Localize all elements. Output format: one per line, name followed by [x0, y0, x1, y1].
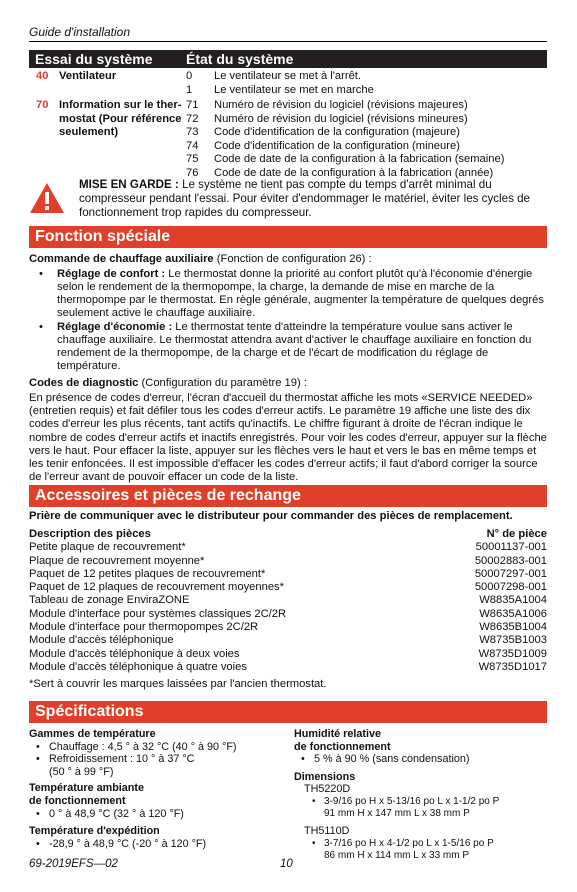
row-values: 0 Le ventilateur se met à l'arrêt. 1 Le ventilateur se met en marche: [186, 70, 374, 96]
list-item: • Réglage d'économie : Le thermostat tente d'atteindre la température voulue sans activer le chauffage auxiliaire. Le thermostat attendra avant d'activer le chauffage auxiliaire en fonction du rendement de la thermopompe, de la charge et de l'écart de modification du réglage de température.: [29, 321, 547, 373]
table-row: Module d'accès téléphonique W8735B1003: [29, 634, 547, 647]
table-row: Petite plaque de recouvrement* 50001137-001: [29, 541, 547, 554]
list-item: • Réglage de confort : Le thermostat donne la priorité au confort plutôt qu'à l'économie d'énergie selon le rendement de la thermopompe, la charge, la demande de mise en marche de la thermopompe par le thermostat. En règle générale, augmenter la température de quelques degrés seulement active le chauffage auxiliaire.: [29, 268, 547, 320]
table-row: Plaque de recouvrement moyenne* 50002883-001: [29, 554, 547, 567]
table-row: [29, 70, 547, 98]
guide-title: Guide d'installation: [29, 25, 131, 39]
col-system-test: Essai du système: [35, 51, 153, 67]
table-row: Tableau de zonage EnviraZONE W8835A1004: [29, 594, 547, 607]
accessories-intro: Prière de communiquer avec le distributeur pour commander des pièces de remplacement.: [29, 510, 513, 522]
system-table-header: [29, 50, 547, 68]
table-row: Module d'interface pour thermopompes 2C/2R W8635B1004: [29, 621, 547, 634]
parts-table: [29, 528, 547, 674]
specs-left: Gammes de température • Chauffage : 4,5 ° à 32 °C (40 ° à 90 °F) • Refroidissement : 10 ° à 37 °C (50 ° à 99 °F) Température ambiante de fonctionnement • 0 ° à 48,9 °C (32 ° à 120 °F) Température d'expédition • -28,9 ° à 48,9 °C (-20 ° à 120 °F): [29, 728, 279, 850]
table-row: Module d'accès téléphonique à deux voies W8735D1009: [29, 647, 547, 660]
row-values: 71 Numéro de révision du logiciel (révisions majeures) 72 Numéro de révision du logiciel (révisions mineures) 73 Code d'identification de la configuration (majeure) 74 Code d'identification de la configuration (mineure) 75 Code de date de la configuration à la fabrication (semaine) 76 Code de date de la configuration à la fabrication (année): [186, 99, 505, 179]
diag-text: En présence de codes d'erreur, l'écran d'accueil du thermostat affiche les mots «SERVICE NEEDED» (entretien requis) et fait défiler tous les codes d'erreur actifs. Le paramètre 19 affiche une liste des dix codes d'erreur les plus récents, tant actifs qu'inactifs. Le chiffre figurant à droite de l'écran indique le nombre de codes d'erreur actifs et inactifs enregistrés. Pour voir les codes d'erreur, appuyer sur la flèche vers le haut. Pour effacer la liste, appuyer sur les flèches vers le haut et vers le bas en même temps et les tenir enfoncées. Il est impossible d'effacer les codes d'erreur actifs; il faut d'abord corriger la source de l'erreur avant de pouvoir effacer un code de la liste.: [29, 392, 547, 484]
aux-heat-heading: Commande de chauffage auxiliaire (Fonction de configuration 26) :: [29, 253, 372, 265]
row-code: 40: [36, 70, 49, 82]
col-system-state: État du système: [186, 51, 294, 67]
section-accessories: Accessoires et pièces de rechange: [29, 485, 547, 507]
specs-right: Humidité relative de fonctionnement • 5 % à 90 % (sans condensation) Dimensions TH5220D • 3-9/16 po H x 5-13/16 po L x 1-1/2 po P 91 mm H x 147 mm L x 38 mm P TH5110D • 3-7/16 po H x 4-1/2 po L x 1-5/16 po P 86 mm H x 114 mm L x 33 mm P: [294, 728, 548, 862]
caution-text: MISE EN GARDE : Le système ne tient pas compte du temps d'arrêt minimal du compresseur pendant l'essai. Pour éviter d'endommager le matériel, éviter les cycles de fonctionnement trop rapides du compresseur.: [79, 178, 530, 219]
table-row: [29, 99, 547, 181]
table-row: Paquet de 12 plaques de recouvrement moyennes* 50007298-001: [29, 581, 547, 594]
row-name: Ventilateur: [59, 70, 117, 82]
row-name: Information sur le ther- mostat (Pour référence seulement): [59, 99, 182, 138]
doc-number: 69-2019EFS—02: [29, 858, 118, 870]
accessories-footnote: *Sert à couvrir les marques laissées par l'ancien thermostat.: [29, 678, 327, 690]
warning-icon: [29, 182, 65, 214]
table-row: Module d'interface pour systèmes classiques 2C/2R W8635A1006: [29, 607, 547, 620]
row-code: 70: [36, 99, 49, 111]
aux-heat-list: [29, 268, 547, 374]
header-rule: [29, 41, 547, 42]
page-number: 10: [280, 858, 293, 870]
section-special: Fonction spéciale: [29, 226, 547, 248]
table-row: Paquet de 12 petites plaques de recouvrement* 50007297-001: [29, 567, 547, 580]
diag-heading: Codes de diagnostic (Configuration du paramètre 19) :: [29, 377, 307, 389]
section-specs: Spécifications: [29, 701, 547, 723]
table-row: Module d'accès téléphonique à quatre voies W8735D1017: [29, 660, 547, 673]
parts-header: Description des pièces N° de pièce: [29, 528, 547, 540]
